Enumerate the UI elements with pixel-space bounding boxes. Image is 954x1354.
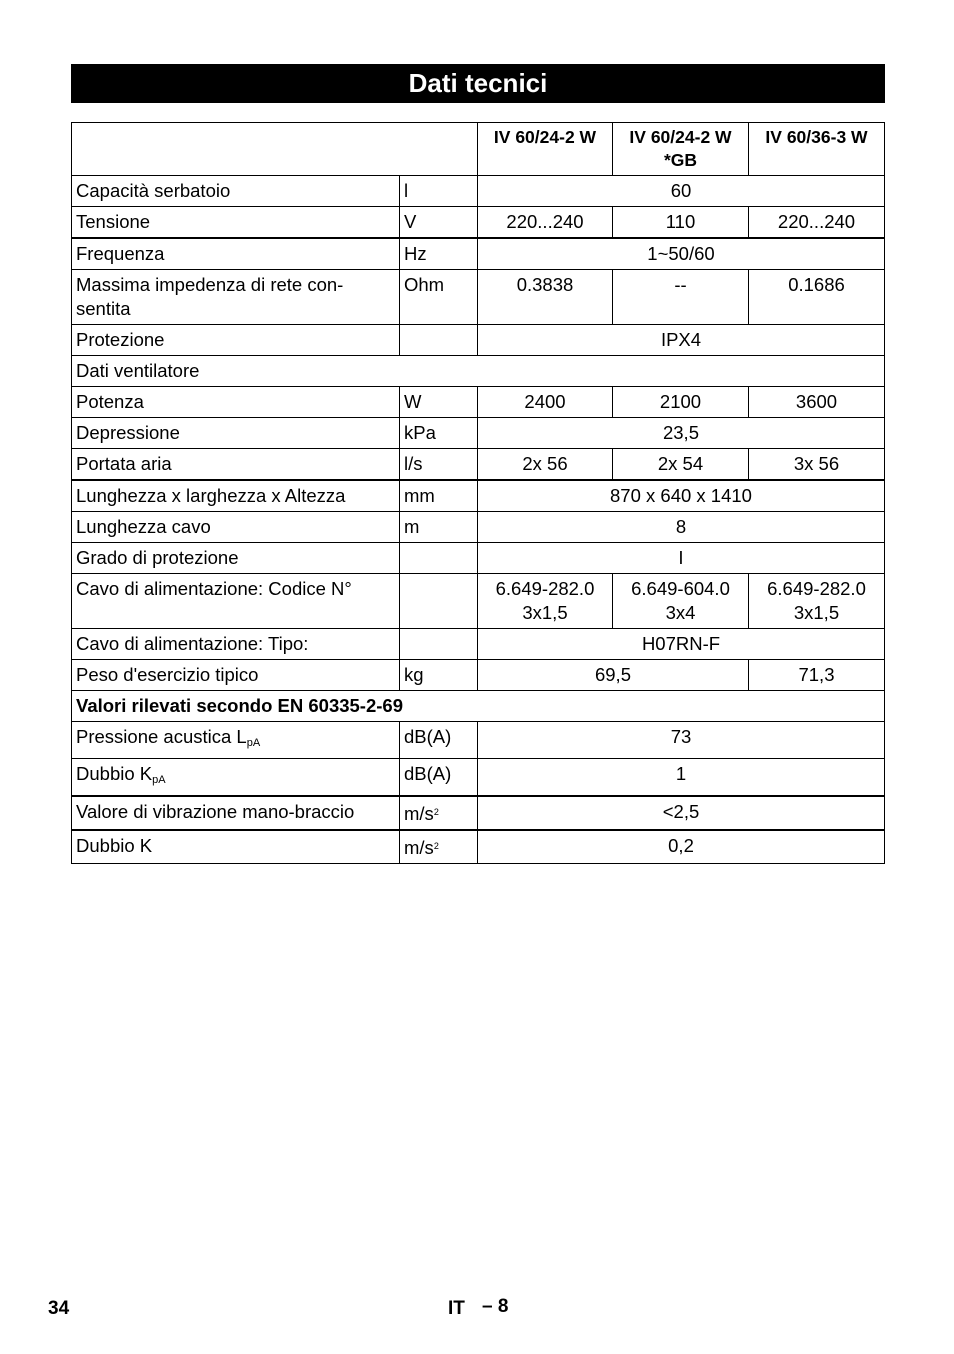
row-unit: Hz [400,238,478,270]
row-value [613,574,749,629]
row-value: I [478,543,885,574]
code-number: 6.649-604.0 [631,578,730,599]
code-number: 6.649-282.0 [767,578,866,599]
table-row [72,238,885,270]
section-label: Dati ventilatore [72,356,885,387]
row-value: 0.3838 [478,270,613,325]
table-row [72,270,885,325]
row-value: 2100 [613,387,749,418]
row-value: H07RN-F [478,629,885,660]
unit-text: m/s [404,803,434,824]
table-row [72,176,885,207]
row-value: 220...240 [478,207,613,239]
unit-text: m/s [404,837,434,858]
label-text: Dubbio K [76,763,153,784]
row-unit [400,543,478,574]
table-row [72,759,885,797]
model-header-1: IV 60/24-2 W [478,123,613,176]
technical-data-table [71,122,885,864]
row-unit: kg [400,660,478,691]
row-label: Portata aria [72,449,400,481]
row-value: 2x 54 [613,449,749,481]
row-value: 220...240 [749,207,885,239]
row-label: Peso d'esercizio tipico [72,660,400,691]
row-value: -- [613,270,749,325]
row-label: Depressione [72,418,400,449]
row-value: 71,3 [749,660,885,691]
row-value: <2,5 [478,796,885,830]
row-label [72,722,400,759]
label-subscript: pA [246,737,261,749]
page-title: Dati tecnici [71,64,885,103]
row-value: 60 [478,176,885,207]
row-label: Cavo di alimentazione: Tipo: [72,629,400,660]
row-value: 870 x 640 x 1410 [478,480,885,512]
row-value: 2400 [478,387,613,418]
row-label: Protezione [72,325,400,356]
row-label: Capacità serbatoio [72,176,400,207]
row-value: 110 [613,207,749,239]
row-label: Lunghezza x larghezza x Altezza [72,480,400,512]
row-value: 1 [478,759,885,797]
row-unit: dB(A) [400,722,478,759]
row-label: Dubbio K [72,830,400,864]
row-unit: m [400,512,478,543]
table-row [72,207,885,239]
table-row [72,660,885,691]
row-unit [400,830,478,864]
label-text: Pressione acustica L [76,726,247,747]
row-label: Tensione [72,207,400,239]
row-value: 73 [478,722,885,759]
language-code: IT [448,1298,465,1319]
row-label: Cavo di alimentazione: Codice N° [72,574,400,629]
code-number: 6.649-282.0 [495,578,595,599]
table-section-row [72,691,885,722]
section-label: Valori rilevati secondo EN 60335-2-69 [72,691,885,722]
row-label [72,759,400,797]
table-row [72,325,885,356]
cable-section: 3x4 [665,602,696,623]
row-unit: W [400,387,478,418]
page-number: 34 [48,1298,70,1319]
row-unit: kPa [400,418,478,449]
row-unit: mm [400,480,478,512]
table-row [72,418,885,449]
section-number: – 8 [482,1296,509,1317]
row-label: Potenza [72,387,400,418]
row-unit [400,629,478,660]
table-row [72,830,885,864]
table-row [72,449,885,481]
table-row [72,387,885,418]
row-unit: l [400,176,478,207]
model-header-3: IV 60/36-3 W [749,123,885,176]
table-row [72,512,885,543]
row-value: 3600 [749,387,885,418]
model-header-2: IV 60/24-2 W *GB [613,123,749,176]
row-label: Massima impedenza di rete con-sentita [72,270,400,325]
row-unit: V [400,207,478,239]
cable-section: 3x1,5 [522,602,568,623]
row-value [478,574,613,629]
row-value: IPX4 [478,325,885,356]
row-unit: dB(A) [400,759,478,797]
header-empty-cell [72,123,478,176]
row-value: 69,5 [478,660,749,691]
row-value: 0.1686 [749,270,885,325]
row-label: Frequenza [72,238,400,270]
table-row [72,722,885,759]
row-label: Valore di vibrazione mano-braccio [72,796,400,830]
row-unit [400,796,478,830]
table-row [72,574,885,629]
row-unit: l/s [400,449,478,481]
row-value: 2x 56 [478,449,613,481]
table-header-row [72,123,885,176]
row-value: 23,5 [478,418,885,449]
row-unit: Ohm [400,270,478,325]
row-label: Lunghezza cavo [72,512,400,543]
table-row [72,480,885,512]
table-row [72,543,885,574]
row-label: Grado di protezione [72,543,400,574]
row-unit [400,325,478,356]
label-subscript: pA [152,774,166,786]
row-value: 8 [478,512,885,543]
row-unit [400,574,478,629]
table-row [72,629,885,660]
table-section-row [72,356,885,387]
row-value: 1~50/60 [478,238,885,270]
row-value: 0,2 [478,830,885,864]
unit-superscript: 2 [433,807,439,817]
table-row [72,796,885,830]
cable-section: 3x1,5 [793,602,840,623]
row-value [749,574,885,629]
row-value: 3x 56 [749,449,885,481]
unit-superscript: 2 [433,841,439,851]
